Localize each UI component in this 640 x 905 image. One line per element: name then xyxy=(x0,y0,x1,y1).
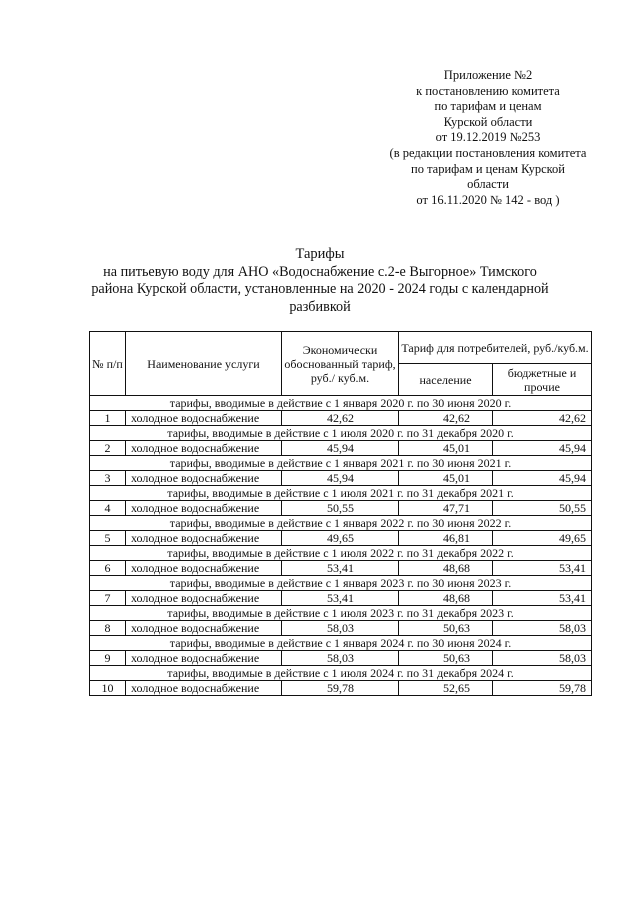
row-number: 6 xyxy=(90,561,126,576)
row-number: 3 xyxy=(90,471,126,486)
row-number: 10 xyxy=(90,681,126,696)
row-number: 2 xyxy=(90,441,126,456)
header-service: Наименование услуги xyxy=(126,332,282,396)
table-row xyxy=(90,471,592,486)
title-line: района Курской области, установленные на 2020 - 2024 годы с календарной xyxy=(91,281,549,298)
table-row xyxy=(90,561,592,576)
appendix-line: Курской области xyxy=(443,114,533,129)
period-header: тарифы, вводимые в действие с 1 января 2022 г. по 30 июня 2022 г. xyxy=(90,516,592,531)
row-budget: 53,41 xyxy=(493,591,592,606)
period-header: тарифы, вводимые в действие с 1 января 2024 г. по 30 июня 2024 г. xyxy=(90,636,592,651)
row-budget: 59,78 xyxy=(493,681,592,696)
appendix-line: к постановлению комитета xyxy=(416,83,560,98)
period-header: тарифы, вводимые в действие с 1 июля 2022 г. по 31 декабря 2022 г. xyxy=(90,546,592,561)
row-economic: 53,41 xyxy=(282,561,399,576)
row-population: 47,71 xyxy=(399,501,493,516)
row-economic: 58,03 xyxy=(282,651,399,666)
header-budget: бюджетные и прочие xyxy=(493,364,592,396)
row-economic: 53,41 xyxy=(282,591,399,606)
row-budget: 53,41 xyxy=(493,561,592,576)
period-header: тарифы, вводимые в действие с 1 января 2023 г. по 30 июня 2023 г. xyxy=(90,576,592,591)
appendix-block xyxy=(360,68,616,208)
table-row xyxy=(90,501,592,516)
appendix-line: по тарифам и ценам xyxy=(434,99,542,114)
row-service: холодное водоснабжение xyxy=(126,501,282,516)
header-number: № п/п xyxy=(90,332,126,396)
header-population: население xyxy=(399,364,493,396)
row-service: холодное водоснабжение xyxy=(126,591,282,606)
row-economic: 58,03 xyxy=(282,621,399,636)
title-line: на питьевую воду для АНО «Водоснабжение с.2-е Выгорное» Тимского xyxy=(103,263,537,280)
table-row xyxy=(90,651,592,666)
row-number: 7 xyxy=(90,591,126,606)
row-service: холодное водоснабжение xyxy=(126,531,282,546)
period-header: тарифы, вводимые в действие с 1 января 2020 г. по 30 июня 2020 г. xyxy=(90,396,592,411)
document-title xyxy=(90,246,550,316)
row-budget: 42,62 xyxy=(493,411,592,426)
period-header: тарифы, вводимые в действие с 1 января 2021 г. по 30 июня 2021 г. xyxy=(90,456,592,471)
appendix-line: Приложение №2 xyxy=(443,68,533,82)
table-row xyxy=(90,441,592,456)
row-number: 4 xyxy=(90,501,126,516)
appendix-line: от 19.12.2019 №253 xyxy=(435,130,541,145)
row-economic: 49,65 xyxy=(282,531,399,546)
appendix-line: (в редакции постановления комитета xyxy=(389,145,587,160)
row-economic: 50,55 xyxy=(282,501,399,516)
row-service: холодное водоснабжение xyxy=(126,651,282,666)
row-budget: 45,94 xyxy=(493,471,592,486)
row-budget: 45,94 xyxy=(493,441,592,456)
row-number: 5 xyxy=(90,531,126,546)
row-population: 50,63 xyxy=(399,651,493,666)
header-consumer-tariff: Тариф для потребителей, руб./куб.м. xyxy=(399,332,592,364)
row-economic: 45,94 xyxy=(282,441,399,456)
row-service: холодное водоснабжение xyxy=(126,471,282,486)
table-row xyxy=(90,621,592,636)
table-row xyxy=(90,411,592,426)
header-economic-tariff: Экономически обоснованный тариф, руб./ куб.м. xyxy=(282,332,399,396)
row-budget: 49,65 xyxy=(493,531,592,546)
period-header: тарифы, вводимые в действие с 1 июля 2023 г. по 31 декабря 2023 г. xyxy=(90,606,592,621)
table-row xyxy=(90,591,592,606)
row-number: 9 xyxy=(90,651,126,666)
row-budget: 50,55 xyxy=(493,501,592,516)
table-row xyxy=(90,531,592,546)
table-row xyxy=(90,681,592,696)
row-economic: 59,78 xyxy=(282,681,399,696)
row-service: холодное водоснабжение xyxy=(126,621,282,636)
appendix-line: от 16.11.2020 № 142 - вод ) xyxy=(416,192,560,207)
row-economic: 42,62 xyxy=(282,411,399,426)
row-population: 45,01 xyxy=(399,471,493,486)
row-population: 46,81 xyxy=(399,531,493,546)
row-population: 45,01 xyxy=(399,441,493,456)
row-service: холодное водоснабжение xyxy=(126,561,282,576)
row-budget: 58,03 xyxy=(493,651,592,666)
row-number: 1 xyxy=(90,411,126,426)
row-population: 42,62 xyxy=(399,411,493,426)
row-population: 48,68 xyxy=(399,561,493,576)
period-header: тарифы, вводимые в действие с 1 июля 2024 г. по 31 декабря 2024 г. xyxy=(90,666,592,681)
row-population: 50,63 xyxy=(399,621,493,636)
row-population: 48,68 xyxy=(399,591,493,606)
appendix-line: по тарифам и ценам Курской xyxy=(411,161,565,176)
row-population: 52,65 xyxy=(399,681,493,696)
row-service: холодное водоснабжение xyxy=(126,441,282,456)
period-header: тарифы, вводимые в действие с 1 июля 2020 г. по 31 декабря 2020 г. xyxy=(90,426,592,441)
period-header: тарифы, вводимые в действие с 1 июля 2021 г. по 31 декабря 2021 г. xyxy=(90,486,592,501)
appendix-line: области xyxy=(467,177,509,192)
title-line: разбивкой xyxy=(289,298,351,315)
row-economic: 45,94 xyxy=(282,471,399,486)
row-number: 8 xyxy=(90,621,126,636)
row-budget: 58,03 xyxy=(493,621,592,636)
row-service: холодное водоснабжение xyxy=(126,681,282,696)
row-service: холодное водоснабжение xyxy=(126,411,282,426)
title-main: Тарифы xyxy=(295,246,345,262)
tariff-table xyxy=(89,331,592,696)
